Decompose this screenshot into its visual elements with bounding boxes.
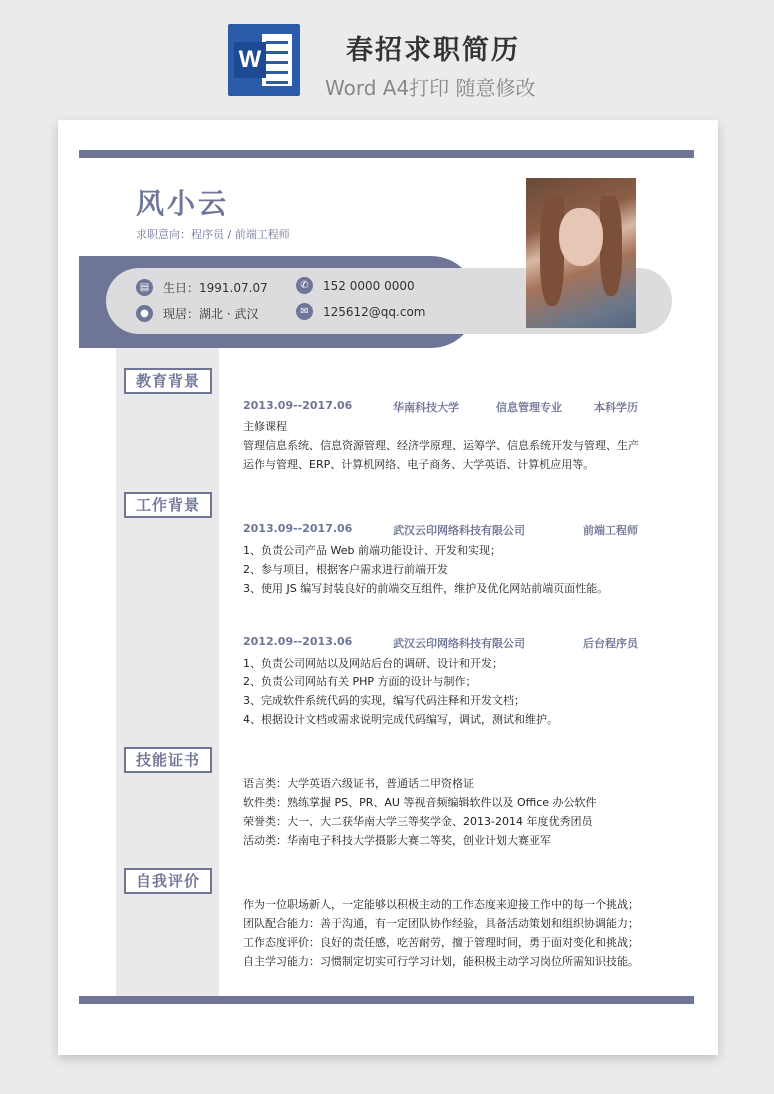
top-rule [79, 150, 694, 158]
job-line: 2、参与项目，根据客户需求进行前端开发 [243, 563, 448, 576]
education-line: 运作与管理、ERP、计算机网络、电子商务、大学英语、计算机应用等。 [243, 458, 595, 471]
self-eval-line: 团队配合能力：善于沟通，有一定团队协作经验，具备活动策划和组织协调能力； [243, 917, 639, 930]
job-line: 3、使用 JS 编写封装良好的前端交互组件，维护及优化网站前端页面性能。 [243, 582, 609, 595]
residence-info: ● 现居：湖北 · 武汉 [136, 305, 258, 322]
side-strip [116, 348, 219, 996]
education-line: 管理信息系统、信息资源管理、经济学原理、运筹学、信息系统开发与管理、生产 [243, 439, 639, 452]
resume-page [58, 120, 718, 1055]
email-icon: ✉ [296, 303, 313, 320]
calendar-icon: ▤ [136, 279, 153, 296]
birth-info: ▤ 生日：1991.07.07 [136, 279, 268, 296]
section-title-skills: 技能证书 [124, 747, 212, 773]
phone-info: ✆ 152 0000 0000 [296, 277, 415, 294]
banner-subtitle: Word A4打印 随意修改 [325, 76, 536, 100]
skill-line: 语言类：大学英语六级证书，普通话二甲资格证 [243, 777, 474, 790]
job-intent: 求职意向：程序员 / 前端工程师 [136, 228, 290, 241]
skill-line: 软件类：熟练掌握 PS、PR、AU 等视音频编辑软件以及 Office 办公软件 [243, 796, 597, 809]
section-title-self-eval: 自我评价 [124, 868, 212, 894]
section-title-work: 工作背景 [124, 492, 212, 518]
profile-photo [526, 178, 636, 328]
word-logo-icon: W [228, 24, 300, 96]
banner [0, 0, 774, 112]
job-header: 2013.09--2017.06 武汉云印网络科技有限公司 前端工程师 [243, 522, 638, 537]
job-line: 1、负责公司网站以及网站后台的调研、设计和开发； [243, 657, 503, 670]
skill-line: 荣誉类：大一、大二获华南大学三等奖学金、2013-2014 年度优秀团员 [243, 815, 593, 828]
job-line: 4、根据设计文档或需求说明完成代码编写，调试，测试和维护。 [243, 713, 558, 726]
self-eval-line: 自主学习能力：习惯制定切实可行学习计划，能积极主动学习岗位所需知识技能。 [243, 955, 639, 968]
bottom-rule [79, 996, 694, 1004]
location-icon: ● [136, 305, 153, 322]
job-line: 1、负责公司产品 Web 前端功能设计、开发和实现； [243, 544, 501, 557]
email-info: ✉ 125612@qq.com [296, 303, 426, 320]
skill-line: 活动类：华南电子科技大学摄影大赛二等奖，创业计划大赛亚军 [243, 834, 551, 847]
job-line: 3、完成软件系统代码的实现，编写代码注释和开发文档； [243, 694, 525, 707]
job-header: 2012.09--2013.06 武汉云印网络科技有限公司 后台程序员 [243, 635, 638, 650]
self-eval-line: 作为一位职场新人，一定能够以积极主动的工作态度来迎接工作中的每一个挑战； [243, 898, 639, 911]
phone-icon: ✆ [296, 277, 313, 294]
self-eval-line: 工作态度评价：良好的责任感，吃苦耐劳，擅于管理时间，勇于面对变化和挑战； [243, 936, 639, 949]
resume-name: 风小云 [136, 187, 230, 220]
education-line: 主修课程 [243, 420, 287, 433]
banner-title: 春招求职简历 [346, 35, 520, 66]
section-title-education: 教育背景 [124, 368, 212, 394]
job-line: 2、负责公司网站有关 PHP 方面的设计与制作； [243, 675, 477, 688]
education-header: 2013.09--2017.06 华南科技大学 信息管理专业 本科学历 [243, 399, 638, 414]
